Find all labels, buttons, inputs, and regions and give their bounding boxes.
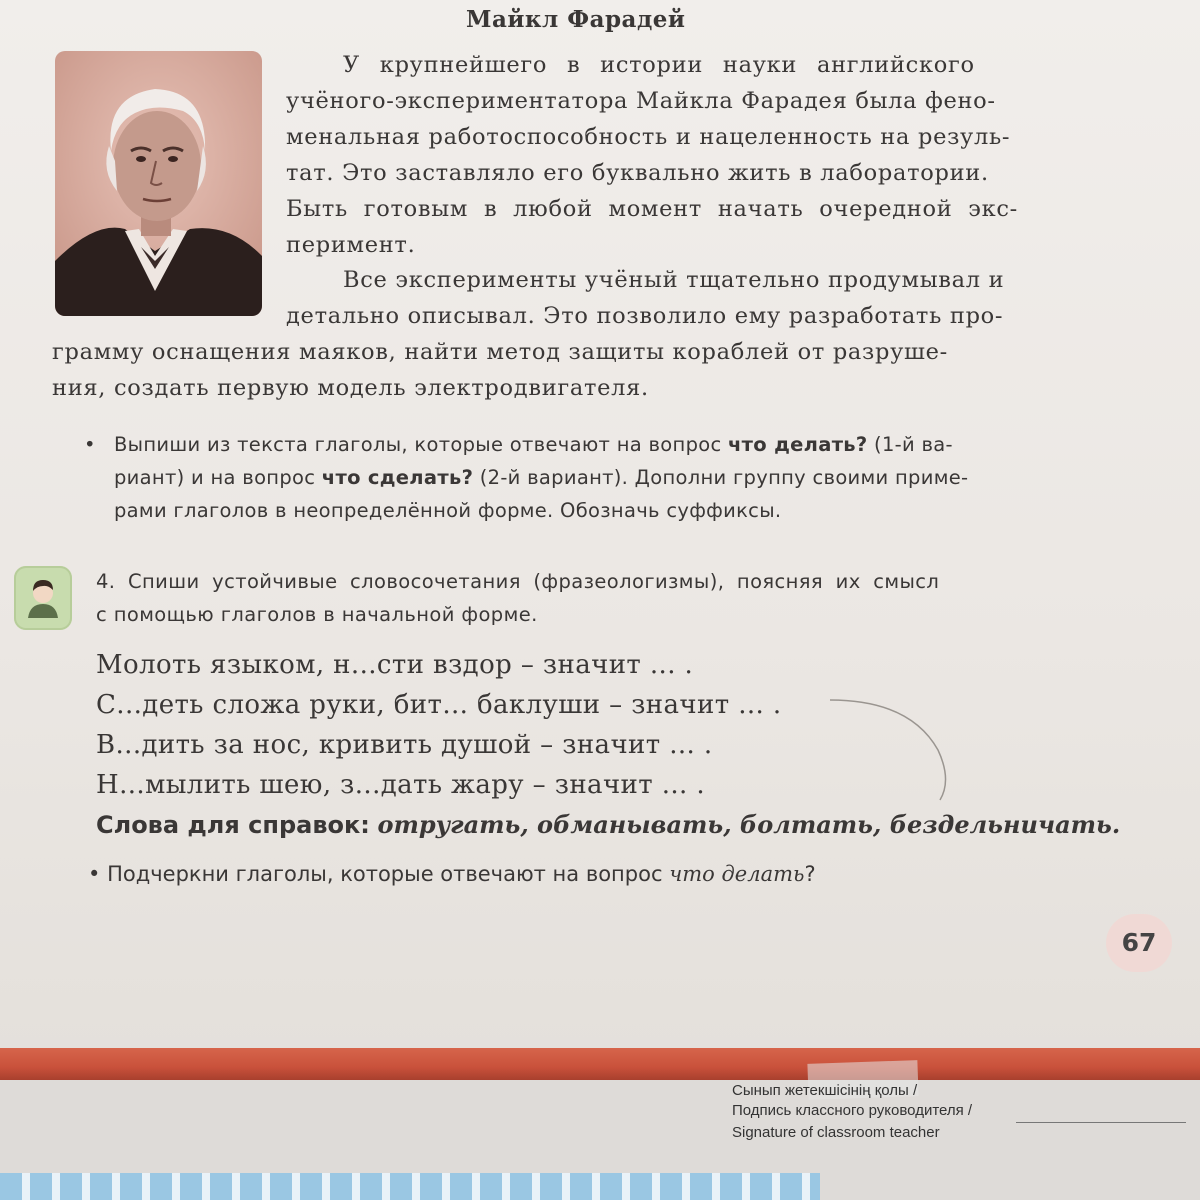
phrase-list (96, 645, 782, 805)
paragraph-1 (286, 47, 1104, 263)
task-text: Подчеркни глаголы, которые отвечают на вопрос (107, 862, 670, 886)
task-text: Выпиши из текста глаголы, которые отвечают на вопрос (114, 433, 728, 456)
signature-label-ru: Подпись классного руководителя / (732, 1102, 973, 1119)
paragraph-line: ния, создать первую модель электродвигателя. (52, 375, 649, 401)
decorative-band (0, 1173, 820, 1200)
paragraph-line: Быть готовым в любой момент начать очередной экс- (286, 196, 1018, 222)
task-question: что сделать? (321, 466, 474, 489)
hints-label: Слова для справок: (96, 811, 370, 839)
signature-line (1016, 1122, 1186, 1123)
reference-words (96, 810, 1120, 839)
paragraph-2-start (286, 262, 1116, 334)
bullet-icon: • (88, 862, 101, 886)
phrase-item: С...деть сложа руки, бит... баклуши – значит ... . (96, 690, 782, 720)
phrase-item: Молоть языком, н...сти вздор – значит ... . (96, 650, 694, 680)
signature-label-en: Signature of classroom teacher (732, 1124, 940, 1141)
paragraph-line: У крупнейшего в истории науки английского (343, 52, 975, 78)
exercise-text: 4. Спиши устойчивые словосочетания (фразеологизмы), поясняя их смысл (96, 570, 940, 593)
page-number: 67 (1106, 914, 1172, 972)
task-text: (2-й вариант). Дополни группу своими приме- (473, 466, 969, 489)
task-text: рами глаголов в неопределённой форме. Обозначь суффиксы. (114, 499, 782, 522)
hints-words: отругать, обманывать, болтать, бездельничать. (377, 810, 1121, 839)
task-text: риант) и на вопрос (114, 466, 322, 489)
task-question: что делать? (728, 433, 868, 456)
task-text: ? (804, 862, 816, 886)
signature-label-kz: Сынып жетекшісінің қолы / (732, 1082, 918, 1099)
paragraph-line: Все эксперименты учёный тщательно продумывал и (343, 267, 1005, 293)
book-edge (0, 1048, 1200, 1080)
task-text: (1-й ва- (867, 433, 953, 456)
portrait-image (55, 51, 262, 316)
pencil-mark (820, 690, 960, 810)
task-verbs (84, 428, 1132, 527)
paragraph-line: учёного-экспериментатора Майкла Фарадея была фено- (286, 88, 996, 114)
phrase-item: Н...мылить шею, з...дать жару – значит ... . (96, 770, 706, 800)
page-title: Майкл Фарадей (466, 6, 686, 33)
task-underline (88, 862, 816, 886)
bullet-icon: • (84, 433, 96, 456)
exercise-text: с помощью глаголов в начальной форме. (96, 603, 538, 626)
paragraph-line: менальная работоспособность и нацеленность на резуль- (286, 124, 1011, 150)
paragraph-line: перимент. (286, 232, 416, 258)
paragraph-2-end (52, 334, 1122, 406)
phrase-item: В...дить за нос, кривить душой – значит ... . (96, 730, 713, 760)
student-icon (14, 566, 72, 630)
paragraph-line: грамму оснащения маяков, найти метод защиты кораблей от разруше- (52, 339, 948, 365)
paragraph-line: детально описывал. Это позволило ему разработать про- (286, 303, 1004, 329)
task-question: что делать (669, 862, 805, 886)
paragraph-line: тат. Это заставляло его буквально жить в лаборатории. (286, 160, 989, 186)
exercise-4 (96, 565, 1136, 631)
